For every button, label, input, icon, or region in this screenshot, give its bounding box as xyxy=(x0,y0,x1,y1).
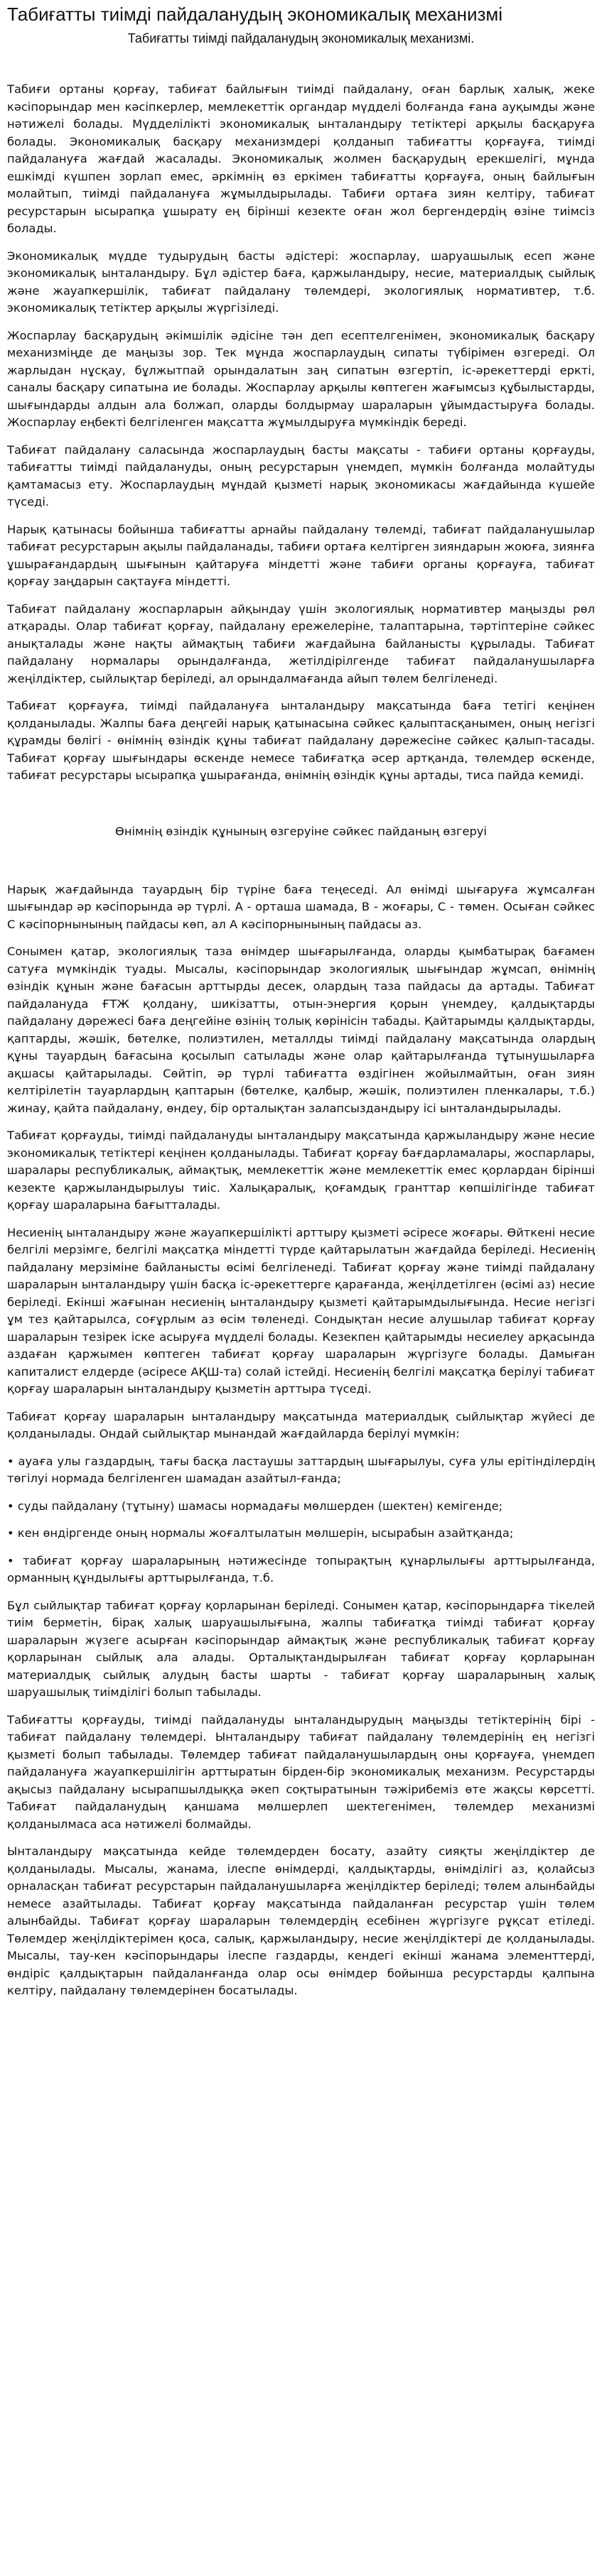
paragraph: Табиғат пайдалану жоспарларын айқындау үшін экологиялық нормативтер маңызды рөл атқарады. Олар табиғат қорғау, пайдалану ережелеріне, талаптарына, тәртіптеріне сәйкес анықталады және нақты аймақтың табиғи жағдайына байланысты құрылады. Табиғат пайдалану нормалары орындалғанда, жетілдірілгенде табиғат пайдаланушыларға жеңілдіктер, сыйлықтар беріледі, ал орындалмағанда айып төлем белгіленеді. xyxy=(7,602,595,685)
bullet-item: • ауаға улы газдардың, тағы басқа ластаушы заттардың шығарылуы, суға улы ерітінділердің төгілуі нормада белгіленген шамадан азайтыл-ғанда; xyxy=(7,1454,595,1485)
bullet-item: • кен өндіргенде оның нормалы жоғалтылатын мөлшерін, ысырабын азайтқанда; xyxy=(7,1526,514,1540)
paragraph: Табиғат пайдалану саласында жоспарлаудың басты мақсаты - табиғи ортаны қорғауды, табиғатты тиімді пайдалануды, оның ресурстарын үнемдеп, мүмкін болғанда молайтуды қамтамасыз ету. Жоспарлаудың мұндай қызметі нарық экономикасы жағдайында күшейе түседі. xyxy=(7,442,595,509)
paragraph: Табиғи ортаны қорғау, табиғат байлығын тиімді пайдалану, оған барлық халық, жеке кәсіпорындар мен кәсіпкерлер, мемлекеттік органдар мүдделі болғанда ғана ауқымды және нәтижелі болады. Мүдделілікті экономикалық ынталандыру тетіктері арқылы басқаруға болады. Экономикалық басқару механизмдері қолданып табиғатты қорғауға, тиімді пайдалануға жағдай жасалады. Экономикалық жолмен басқарудың ерекшелігі, мұнда ешкімді күшпен зорлап емес, әркімнің өз еркімен табиғатты қорғауға, оның байлығын молайтып, тиімді пайдалануға жұмылдырылады. Табиғи ортаға зиян келтіру, табиғат ресурстарын ысырапқа ұшырату ең бірінші кезекте оған жол бергендердің өзіне тиімсіз болады. xyxy=(7,82,595,235)
paragraph: Нарық қатынасы бойынша табиғатты арнайы пайдалану төлемді, табиғат пайдаланушылар табиғат ресурстарын ақылы пайдаланады, табиғи ортаға келтірген зияндарын жоюға, зиянға ұшырағандардың шығынын қайтаруға міндетті және табиғи органы қорғауға, табиғат қорғау заңдарын сақтауға міндетті. xyxy=(7,522,595,588)
page-subtitle: Табиғатты тиімді пайдаланудың экономикалық механизмі. xyxy=(127,31,475,45)
paragraph: Ынталандыру мақсатында кейде төлемдерден босату, азайту сияқты жеңілдіктер де қолданылады. Мысалы, жанама, ілеспе өнімдерді, қалдықтарды, өнімділігі аз, қолайсыз орналасқан табиғат ресурстарын пайдаланушыларға жеңілдіктер беріледі; төлем алынбайды немесе азайтылады. Табиғат қорғау мақсатында пайдаланған ресурстар үшін төлем алынбайды. Табиғат қорғау шараларын төлемдердің есебінен жүргізуге рұқсат етіледі. Төлемдер жеңілдіктерімен қоса, салық, қаржыландыру, несие жеңілдіктері де қолданылады. Мысалы, тау-кен кәсіпорындары ілеспе газдарды, кендегі екінші жанама элементтерді, өндіріс қалдықтарын пайдаланғанда олар осы өнімдер бойынша ресурстарды қалпына келтіру, пайдалану төлемдерінен босатылады. xyxy=(7,1844,595,1997)
bullet-item: • табиғат қорғау шараларының нәтижесінде топырақтың құнарлылығы арттырылғанда, орманның құндылығы арттырылғанда, т.б. xyxy=(7,1553,595,1585)
paragraph: Экономикалық мүдде тудырудың басты әдістері: жоспарлау, шаруашылық есеп және экономикалық ынталандыру. Бұл әдістер баға, қаржыландыру, несие, материалдық сыйлық және жауапкершілік, табиғат пайдалану төлемдері, экологиялық нормативтер, т.б. экономикалық тетіктер арқылы жүргізіледі. xyxy=(7,249,595,315)
section-heading: Өнімнің өзіндік құнының өзгеруіне сәйкес пайданың өзгеруі xyxy=(115,824,487,838)
page-title: Табиғатты тиімді пайдаланудың экономикалық механизмі xyxy=(7,4,503,25)
paragraph: Табиғат қорғауды, тиімді пайдалануды ынталандыру мақсатында қаржыландыру және несие экономикалық тетіктері кеңінен қолданылады. Табиғат қорғау бағдарламалары, жоспарлары, шаралары республикалық, аймақтық, мемлекеттік және мемлекеттік емес қорлардан бірінші кезекте қаржыландырылуы тиіс. Халықаралық, қоғамдық гранттар көпшілігінде табиғат қорғау шараларына бағытталады. xyxy=(7,1129,595,1212)
paragraph: Несиенің ынталандыру және жауапкершілікті арттыру қызметі әсіресе жоғары. Өйткені несие белгілі мерзімге, белгілі мақсатқа міндетті түрде қайтарылатын жағдайда беріледі. Несиенің пайдалану мерзіміне байланысты өсімі белгіленеді. Табиғат қорғау және тиімді пайдалану шараларын ынталандыру үшін басқа іс-әрекеттерге қарағанда, жеңілдетілген (өсімі аз) несие беріледі. Екінші жағынан несиенің ынталандыру қызметі қайтарымдылығында. Несие негізгі ұм тез қайтарылса, соғұрлым аз өсім төленеді. Сондықтан несие алушылар табиғат қорғау шараларын тезірек іске асыруға мүдделі болады. Кезекпен қайтарымды несиелеу арқасында аздаған қаржымен көптеген табиғат қорғау шараларын жүргізуге болады. Дамыған капиталист елдерде (әсіресе АҚШ-та) солай істейді. Несиенің белгілі мақсатқа берілуі табиғат қорғау шараларын ынталандыру қызметін арттыра түседі. xyxy=(7,1225,595,1396)
paragraph: Жоспарлау басқарудың әкімшілік әдісіне тән деп есептелгенімен, экономикалық басқару механизміңде де маңызы зор. Тек мұнда жоспарлаудың сипаты түбірімен өзгереді. Ол жарлыдан нұсқау, бұлжытпай орындалатын заң сипатын өзгертіп, іс-әрекеттерді еркті, саналы басқару сипатына ие болады. Жоспарлау арқылы көптеген жағымсыз құбылыстарды, шығындарды алдын ала болжап, оларды болдырмау шараларын ұйымдастыруға болады. Жоспарлау еңбекті белгіленген мақсатта жұмылдыруға мүмкіндік береді. xyxy=(7,328,595,429)
paragraph: Нарық жағдайында тауардың бір түріне баға теңеседі. Ал өнімді шығаруға жұмсалған шығындар әр кәсіпорында әр түрлі. А - орташа шамада, В - жоғары, С - төмен. Осыған сәйкес С кәсіпорнынының пайдасы көп, ал А кәсіпорнынының пайдасы аз. xyxy=(7,882,595,931)
article-body xyxy=(7,81,595,2000)
paragraph: Сонымен қатар, экологиялық таза өнімдер шығарылғанда, оларды қымбатырақ бағамен сатуға мүмкіндік туады. Мысалы, кәсіпорындар экологиялық шығындар жұмсап, өнімнің өзіндік құнын және бағасын арттырды десек, олардың таза пайдасы да артады. Табиғат пайдалануда ҒТЖ қолдану, шикізатты, отын-энергия қорын үнемдеу, қалдықтарды пайдалану дәрежесі баға деңгейіне өзінің толық көрінісін табады. Қайтарымды қалдықтарды, қаптарды, жәшік, бөтелке, полиэтилен, металлды тиімді пайдалану мақсатында олардың құны тауардың бағасына қосылып сатылады және олар қайтарылғанда тұтынушыларға ақшасы қайтарылады. Сөйтіп, әр түрлі табиғатта өздігінен жойылмайтын, оған зиян келтірілетін тауарлардың қаптарын (бөтелке, қалбыр, жәшік, полиэтилен пленкалары, т.б.) жинау, қайта пайдалану, өндеу, бір орталықтан залапсыздандыру ісі ынталандырылады. xyxy=(7,945,595,1115)
bullet-item: • суды пайдалану (тұтыну) шамасы нормадағы мөлшерден (шектен) кемігенде; xyxy=(7,1499,503,1513)
paragraph: Бұл сыйлықтар табиғат қорғау қорларынан беріледі. Сонымен қатар, кәсіпорындарға тікелей тиім берметін, бірақ халық шаруашылығына, жалпы табиғатқа тиімді табиғат қорғау шараларын жүзеге асырған кәсіпорындар аймақтық және республикалық табиғат қорғау қорларынан сыйлық ала алады. Орталықтандырылған табиғат қорғау қорларынан материалдық сыйлық алудың басты шарты - табиғат қорғау шараларының халық шаруашылық тиімділігі болып табылады. xyxy=(7,1598,595,1699)
paragraph: Табиғат қорғау шараларын ынталандыру мақсатында материалдық сыйлықтар жүйесі де қолданылады. Ондай сыйлықтар мынандай жағдайларда берілуі мүмкін: xyxy=(7,1409,595,1440)
paragraph: Табиғат қорғауға, тиімді пайдалануға ынталандыру мақсатында баға тетігі кеңінен қолданылады. Жалпы баға деңгейі нарық қатынасына сәйкес қалыптасқанымен, оның негізгі құрамды бөлігі - өнімнің өзіндік құны табиғат пайдалану дәрежесіне сәйкес қалып-тасады. Табиғат қорғау шығындары өскенде немесе табиғатқа әсер артқанда, төлемдер өскенде, табиғат ресурстары ысырапқа ұшырағанда, өнімнің өзіндік құны артады, тиса пайда кемиді. xyxy=(7,699,595,782)
paragraph: Табиғатты қорғауды, тиімді пайдалануды ынталандырудың маңызды тетіктерінің бірі - табиғат пайдалану төлемдері. Ынталандыру табиғат пайдалану төлемдерінің ең негізгі қызметі болып табылады. Төлемдер табиғат пайдаланушылардың оны қорғауға, үнемдеп пайдалануға жауапкершілігін арттыратын бірден-бір экономикалық механизм. Ресурстарды ақысыз пайдалану ысырапшылдыққа әкеп соқтыратынын тәжірибеміз өте жақсы көрсетті. Табиғат пайдаланудың қаншама мөлшерлеп шектегенімен, төлемдер механизмі қолданылмаса аса нәтижелі болмайды. xyxy=(7,1712,595,1831)
